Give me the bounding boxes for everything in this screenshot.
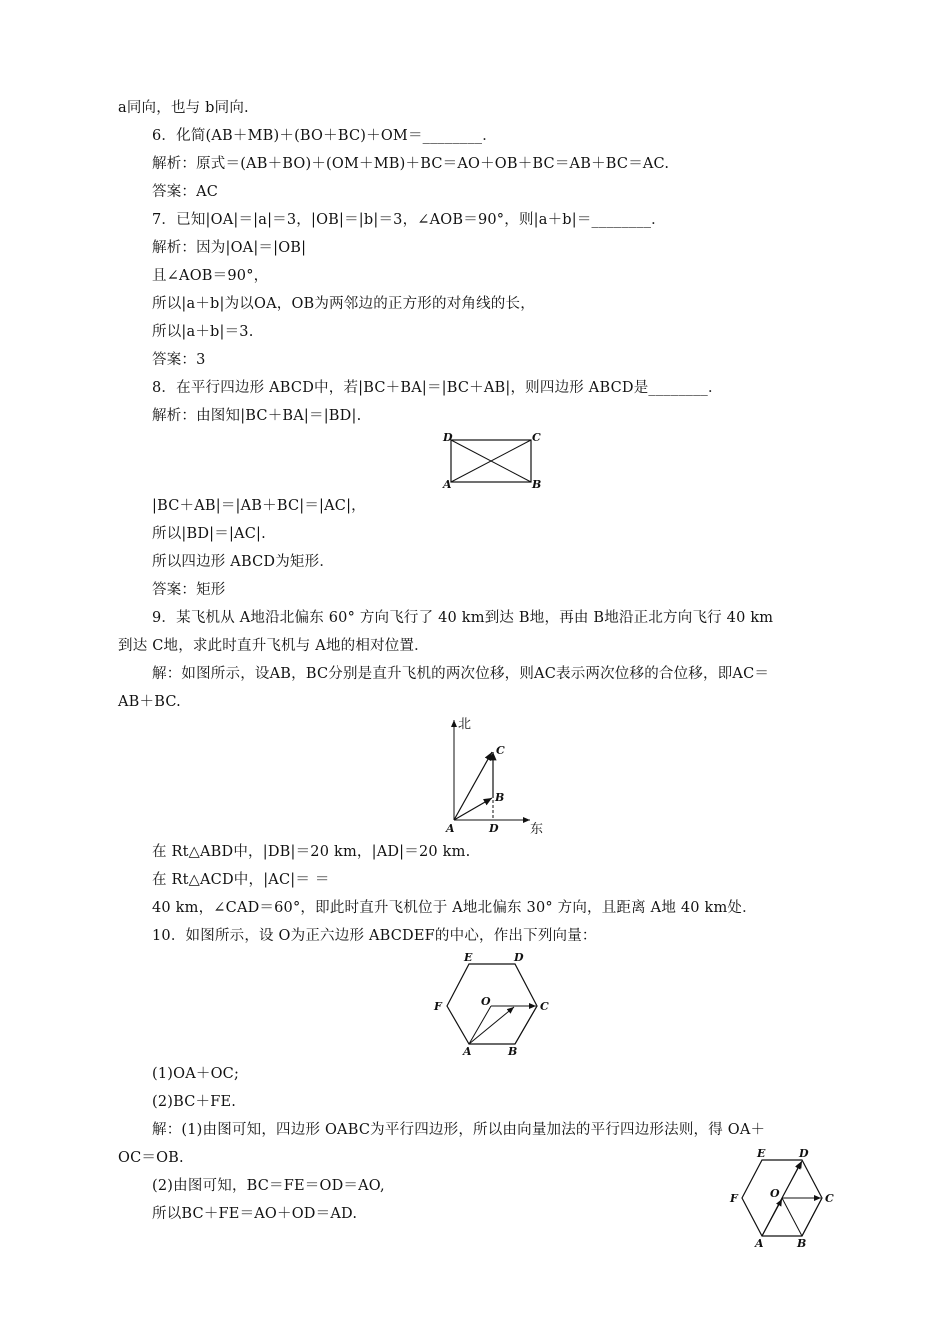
compass-label-b: B <box>495 791 505 804</box>
text-line: 到达 C地，求此时直升飞机与 A地的相对位置． <box>118 638 429 654</box>
hexagon-figure <box>428 948 558 1058</box>
question-8: 8．在平行四边形 ABCD中，若|BC＋BA|＝|BC＋AB|，则四边形 ABCD是________． <box>152 380 723 396</box>
question-10: 10．如图所示，设 O为正六边形 ABCDEF的中心，作出下列向量： <box>152 928 597 944</box>
compass-label-d: D <box>489 822 499 835</box>
rect-label-c: C <box>532 431 541 444</box>
item-2: (2)BC＋FE. <box>152 1094 237 1110</box>
text-line: 40 km，∠CAD＝60°，即此时直升飞机位于 A地北偏东 30° 方向，且距离 A地 40 km处． <box>152 900 757 916</box>
item-1: (1)OA＋OC; <box>152 1066 240 1082</box>
hex2-label-e: E <box>757 1147 766 1160</box>
hex-label-c: C <box>540 1000 549 1013</box>
hexagon-figure-2 <box>726 1146 840 1250</box>
answer-7: 答案：3 <box>152 352 206 368</box>
solution-9: 解：如图所示，设AB，BC分别是直升飞机的两次位移，则AC表示两次位移的合位移，即AC＝ <box>152 666 770 682</box>
hex2-label-c: C <box>825 1192 834 1205</box>
rect-label-d: D <box>443 431 453 444</box>
text-line: 且∠AOB＝90°， <box>152 268 269 284</box>
answer-6: 答案：AC <box>152 184 219 200</box>
hex2-label-f: F <box>730 1192 738 1205</box>
rectangle-figure <box>436 430 546 492</box>
text-line: 所以BC＋FE＝AO＋OD＝AD. <box>152 1206 358 1222</box>
question-7: 7．已知|OA|＝|a|＝3，|OB|＝|b|＝3，∠AOB＝90°，则|a＋b|＝________． <box>152 212 666 228</box>
hex-label-o: O <box>481 995 491 1008</box>
text-line: |BC＋AB|＝|AB＋BC|＝|AC|， <box>152 498 366 514</box>
text-line: a同向，也与 b同向. <box>118 100 249 116</box>
compass-label-a: A <box>446 822 455 835</box>
hex-label-a: A <box>463 1045 472 1058</box>
hex2-label-a: A <box>755 1237 764 1250</box>
hex2-label-b: B <box>797 1237 807 1250</box>
text-line: 在 Rt△ABD中，|DB|＝20 km，|AD|＝20 km. <box>152 844 471 860</box>
text-line: 所以|BD|＝|AC|. <box>152 526 266 542</box>
compass-north-label: 北 <box>458 717 472 732</box>
text-line: (2)由图可知，BC＝FE＝OD＝AO, <box>152 1178 385 1194</box>
rect-label-a: A <box>443 478 452 491</box>
analysis-6: 解析：原式＝(AB＋BO)＋(OM＋MB)＋BC＝AO＋OB＋BC＝AB＋BC＝AC. <box>152 156 670 172</box>
analysis-7: 解析：因为|OA|＝|OB| <box>152 240 307 256</box>
hex-label-e: E <box>464 951 473 964</box>
text-line: 在 Rt△ACD中，|AC|＝ ＝ <box>152 872 330 888</box>
text-line: AB＋BC. <box>118 694 181 710</box>
compass-figure <box>438 712 548 838</box>
question-6: 6．化简(AB＋MB)＋(BO＋BC)＋OM＝________． <box>152 128 497 144</box>
text-line: 所以|a＋b|为以OA，OB为两邻边的正方形的对角线的长， <box>152 296 535 312</box>
text-line: 所以四边形 ABCD为矩形． <box>152 554 335 570</box>
solution-10: 解：(1)由图可知，四边形 OABC为平行四边形，所以由向量加法的平行四边形法则，得 OA＋ <box>152 1122 766 1138</box>
hex-label-f: F <box>434 1000 442 1013</box>
hex-label-d: D <box>514 951 524 964</box>
question-9: 9．某飞机从 A地沿北偏东 60° 方向飞行了 40 km到达 B地，再由 B地沿正北方向飞行 40 km <box>152 610 774 626</box>
text-line: 所以|a＋b|＝3. <box>152 324 254 340</box>
hex-label-b: B <box>508 1045 518 1058</box>
compass-label-c: C <box>496 744 505 757</box>
rect-label-b: B <box>532 478 542 491</box>
answer-8: 答案：矩形 <box>152 582 226 598</box>
analysis-8: 解析：由图知|BC＋BA|＝|BD|. <box>152 408 362 424</box>
text-line: OC＝OB. <box>118 1150 184 1166</box>
compass-east-label: 东 <box>530 822 544 837</box>
hex2-label-d: D <box>799 1147 809 1160</box>
hex2-label-o: O <box>770 1187 780 1200</box>
